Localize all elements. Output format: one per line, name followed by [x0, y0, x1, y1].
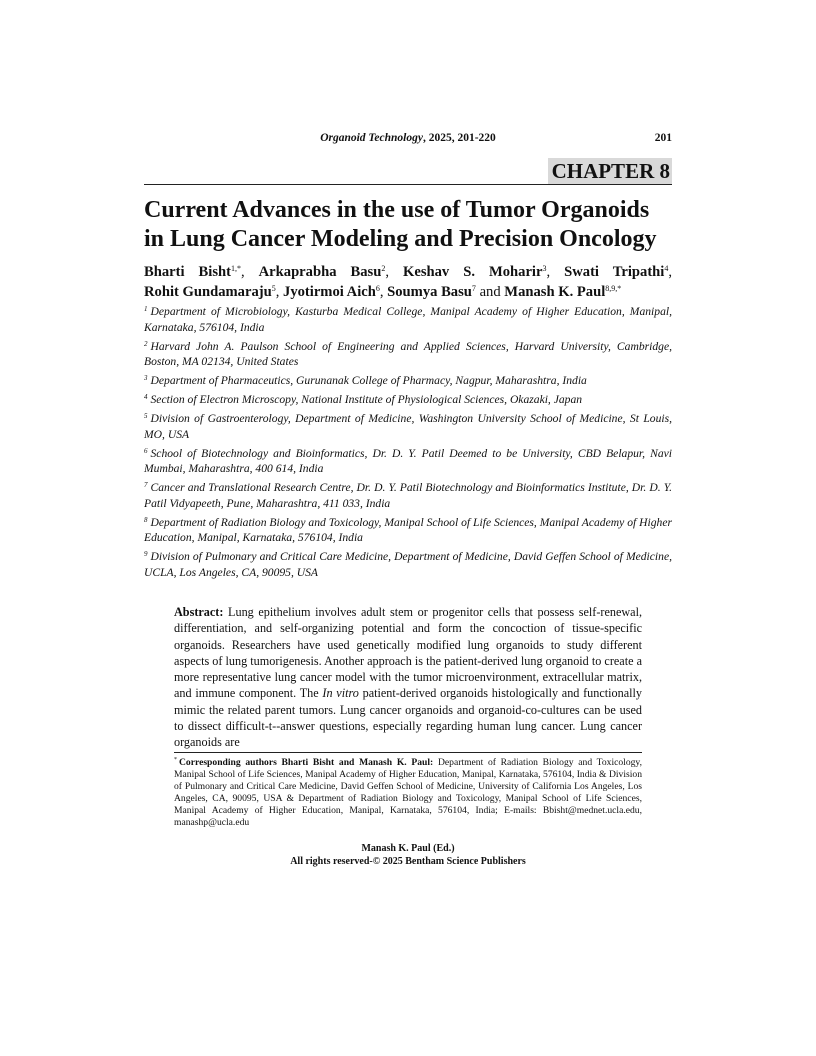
affiliation-item — [144, 446, 672, 477]
author-name: Arkaprabha Basu — [258, 264, 382, 280]
affiliation-number: 6 — [144, 446, 148, 455]
journal-citation — [144, 132, 672, 144]
affiliation-text: Department of Microbiology, Kasturba Medical College, Manipal Academy of Higher Education, Manipal, Karnataka, 576104, India — [144, 305, 672, 334]
footnote-rule — [174, 752, 642, 753]
affiliation-number: 1 — [144, 305, 148, 313]
affiliation-number: 7 — [144, 481, 148, 489]
title-line-2: in Lung Cancer Modeling and Precision Oncology — [144, 226, 657, 252]
abstract-text: Lung epithelium involves adult stem or progenitor cells that possess self-renewal, differentiation, and self-organizing potential and form the concoction of tissue-specific organoids. Researchers have used genetically modified lung organoids to study different aspects of lung tumorigenesis. Another approach is the patient-derived lung organoid to create a more representative lung cancer model with the tumor microenvironment, extracellular matrix, and immune component. The — [174, 605, 642, 701]
page-number: 201 — [654, 132, 672, 144]
affiliation-number: 2 — [144, 339, 148, 348]
author-sup: 5 — [271, 284, 276, 293]
running-head — [144, 132, 672, 148]
editor-credit — [144, 842, 672, 868]
author-name: Swati Tripathi — [564, 264, 665, 280]
affiliation-item — [144, 411, 672, 442]
abstract — [174, 604, 642, 751]
affiliation-item — [144, 339, 672, 370]
author-sup: 1,* — [230, 264, 241, 273]
abstract-label: Abstract: — [174, 605, 224, 619]
abstract-text-cont: patient-derived organoids histologically and functionally mimic the related parent tumors. Lung cancer organoids and organoid-co-cultures can be used to dissect difficult-t--answer questions, especially regarding human lung cancer. Lung cancer organoids are — [174, 686, 643, 750]
corresponding-footnote — [174, 757, 642, 830]
footnote-mark: * — [174, 757, 177, 763]
affiliation-number: 3 — [144, 374, 148, 382]
affiliation-text: Division of Gastroenterology, Department of Medicine, Washington University School of Medicine, St Louis, MO, USA — [144, 412, 672, 441]
affiliation-number: 5 — [144, 412, 148, 420]
chapter-label: CHAPTER 8 — [548, 158, 672, 184]
affiliation-text: Department of Radiation Biology and Toxicology, Manipal School of Life Sciences, Manipal Academy of Higher Education, Manipal, Karnataka, 576104, India — [144, 515, 672, 544]
author-line-2: Rohit Gundamaraju$^5$, Jyotirmoi Aich$^6$, Soumya Basu$^7$ and Manash K. Paul$^{8,9,*}$ — [144, 284, 622, 300]
footnote-label: Corresponding authors Bharti Bisht and Manash K. Paul: — [179, 757, 434, 768]
affiliation-text: Section of Electron Microscopy, National Institute of Physiological Sciences, Okazaki, Japan — [150, 393, 583, 406]
affiliation-text: Cancer and Translational Research Centre, Dr. D. Y. Patil Biotechnology and Bioinformatics Institute, Dr. D. Y. Patil Vidyapeeth, Pune, Maharashtra, 411 033, India — [144, 481, 672, 510]
author-name: Soumya Basu — [387, 284, 472, 300]
affiliation-item — [144, 515, 672, 546]
title-line-1: Current Advances in the use of Tumor Organoids — [144, 197, 650, 223]
author-sup: 8,9,* — [605, 284, 622, 293]
affiliation-number: 8 — [144, 515, 148, 524]
chapter-header — [144, 158, 672, 185]
affiliation-number: 4 — [144, 393, 148, 401]
affiliation-item — [144, 480, 672, 511]
author-sup: 4 — [664, 264, 669, 273]
affiliation-item — [144, 549, 672, 580]
affiliation-text: School of Biotechnology and Bioinformatics, Dr. D. Y. Patil Deemed to be University, CBD Belapur, Navi Mumbai, Maharashtra, 400 614, India — [144, 446, 672, 475]
footnote-text: Department of Radiation Biology and Toxicology, Manipal School of Life Sciences, Manipal Academy of Higher Education, Manipal, Karnataka, 576104, India & Division of Pulmonary and Critical Care Medicine, David Geffen School of Medicine, University of California Los Angeles, Los Angeles, CA, 90095, USA & Department of Radiation Biology and Toxicology, Manipal School of Life Sciences, Manipal Academy of Higher Education, Manipal, Karnataka, 576104, India; E-mails: Bbisht@mednet.ucla.edu, manashp@ucla.edu — [174, 757, 642, 829]
author-name: Manash K. Paul — [504, 284, 606, 300]
editor-name: Manash K. Paul (Ed.) — [361, 843, 455, 854]
author-sup: 3 — [542, 264, 547, 273]
affiliation-item — [144, 373, 672, 389]
author-sup: 2 — [381, 264, 386, 273]
journal-name: Organoid Technology — [320, 132, 423, 144]
copyright-line: All rights reserved-© 2025 Bentham Science Publishers — [290, 856, 526, 867]
author-line-1: Bharti Bisht$^{1,*}$, Arkaprabha Basu$^2$, Keshav S. Moharir$^3$, Swati Tripathi$^4$, — [144, 264, 673, 280]
author-name: Keshav S. Moharir — [402, 264, 543, 280]
author-name: Rohit Gundamaraju — [144, 284, 272, 300]
chapter-title — [144, 196, 672, 254]
affiliation-text: Harvard John A. Paulson School of Engineering and Applied Sciences, Harvard University, Cambridge, Boston, MA 02134, United States — [144, 339, 672, 368]
affiliations — [144, 304, 672, 584]
journal-details: , 2025, 201-220 — [422, 132, 496, 144]
affiliation-item — [144, 392, 672, 408]
author-sup: 6 — [375, 284, 380, 293]
affiliation-number: 9 — [144, 550, 148, 558]
author-conjunction: and — [479, 284, 501, 300]
author-sup: 7 — [471, 284, 476, 293]
affiliation-text: Division of Pulmonary and Critical Care Medicine, Department of Medicine, David Geffen School of Medicine, UCLA, Los Angeles, CA, 90095, USA — [144, 550, 672, 579]
abstract-italic: In vitro — [322, 686, 359, 701]
author-name: Jyotirmoi Aich — [283, 284, 376, 300]
affiliation-text: Department of Pharmaceutics, Gurunanak College of Pharmacy, Nagpur, Maharashtra, India — [150, 374, 587, 387]
author-name: Bharti Bisht — [144, 264, 231, 280]
affiliation-item — [144, 304, 672, 335]
